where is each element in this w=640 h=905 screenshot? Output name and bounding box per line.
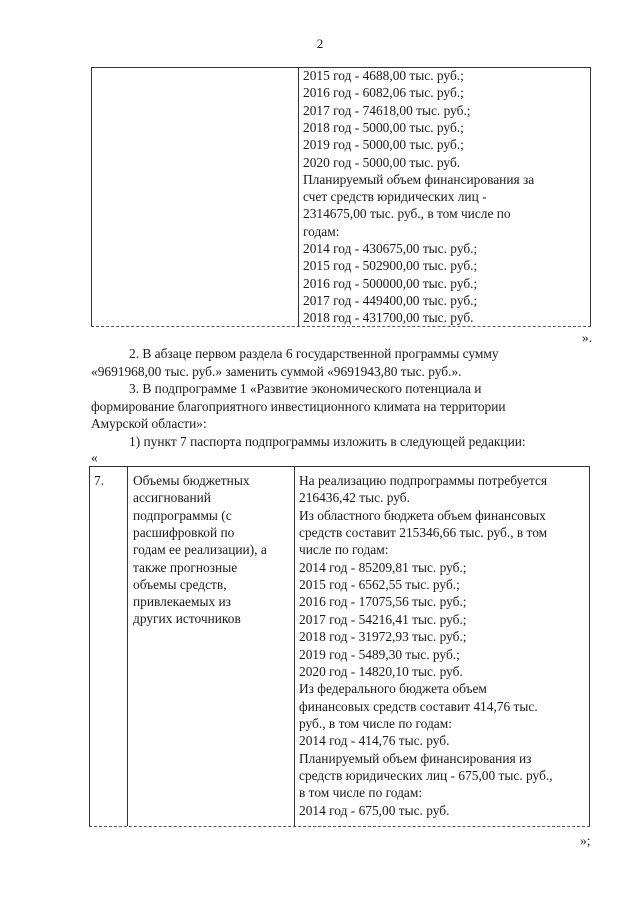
table1-right-border	[590, 67, 591, 326]
text-line: средств юридических лиц - 675,00 тыс. руб.,	[299, 767, 553, 783]
text-line: руб., в том числе по годам:	[299, 715, 452, 731]
text-line: расшифровкой по	[133, 524, 235, 540]
text-line: 2019 год - 5489,30 тыс. руб.;	[299, 646, 460, 662]
text-line: ассигнований	[133, 490, 211, 506]
text-line: Планируемый объем финансирования из	[299, 750, 532, 766]
text-line: 2018 год - 31972,93 тыс. руб.;	[299, 629, 467, 645]
text-line: объемы средств,	[133, 576, 227, 592]
text-line: 2017 год - 54216,41 тыс. руб.;	[299, 611, 467, 627]
closing-quote-2: »;	[580, 833, 591, 848]
text-line: привлекаемых из	[133, 594, 231, 610]
paragraph-3	[91, 380, 591, 433]
text-line: других источников	[133, 611, 241, 627]
text-line: 2314675,00 тыс. руб., в том числе по	[303, 206, 511, 222]
paragraph-3-line-2: формирование благоприятного инвестиционного климата на территории	[91, 398, 506, 414]
text-line: Из федерального бюджета объем	[299, 681, 487, 697]
row-number: 7.	[94, 473, 105, 488]
table1-left-border	[91, 67, 92, 326]
closing-quote-1: ».	[582, 330, 593, 345]
paragraph-3-line-1: 3. В подпрограмме 1 «Развитие экономического потенциала и	[129, 381, 482, 396]
text-line: Планируемый объем финансирования за	[303, 171, 535, 187]
table1-column-divider	[298, 67, 299, 326]
text-line: 2014 год - 675,00 тыс. руб.	[299, 802, 450, 818]
text-line: в том числе по годам:	[299, 785, 423, 801]
paragraph-3-line-3: Амурской области»:	[91, 416, 207, 431]
text-line: годам:	[303, 223, 340, 239]
text-line: 2019 год - 5000,00 тыс. руб.;	[303, 137, 464, 153]
text-line: годам ее реализации), а	[133, 542, 267, 558]
table2-left-border	[89, 466, 90, 826]
text-line: 216436,42 тыс. руб.	[299, 490, 410, 506]
table2-column-divider-2	[294, 466, 295, 826]
paragraph-2	[91, 345, 591, 380]
table2-column-divider-1	[127, 466, 128, 826]
text-line: счет средств юридических лиц -	[303, 189, 487, 205]
text-line: 2020 год - 14820,10 тыс. руб.	[299, 663, 463, 679]
text-line: 2014 год - 430675,00 тыс. руб.;	[303, 241, 478, 256]
text-line: Из областного бюджета объем финансовых	[299, 507, 546, 523]
text-line: 2018 год - 5000,00 тыс. руб.;	[303, 119, 464, 135]
text-line: 2020 год - 5000,00 тыс. руб.	[303, 154, 461, 170]
text-line: числе по годам:	[299, 542, 389, 558]
text-line: 2017 год - 74618,00 тыс. руб.;	[303, 102, 471, 118]
text-line: Объемы бюджетных	[133, 473, 250, 488]
table2-top-border	[89, 466, 590, 467]
paragraph-2-line-2: «9691968,00 тыс. руб.» заменить суммой «9691943,80 тыс. руб.».	[91, 363, 462, 379]
table2-right-border	[589, 466, 590, 826]
text-line: 2016 год - 6082,06 тыс. руб.;	[303, 85, 464, 101]
text-line: подпрограммы (с	[133, 507, 232, 523]
page-number: 2	[316, 36, 324, 51]
opening-quote: «	[91, 450, 98, 465]
text-line: также прогнозные	[133, 559, 238, 575]
text-line: На реализацию подпрограммы потребуется	[299, 473, 548, 488]
paragraph-4: 1) пункт 7 паспорта подпрограммы изложить в следующей редакции:	[129, 434, 526, 449]
text-line: 2014 год - 414,76 тыс. руб.	[299, 733, 450, 749]
text-line: 2016 год - 500000,00 тыс. руб.;	[303, 275, 478, 291]
paragraph-2-line-1: 2. В абзаце первом раздела 6 государственной программы сумму	[129, 346, 499, 361]
text-line: 2015 год - 6562,55 тыс. руб.;	[299, 577, 460, 593]
text-line: 2015 год - 4688,00 тыс. руб.;	[303, 68, 464, 83]
text-line: 2015 год - 502900,00 тыс. руб.;	[303, 258, 478, 274]
text-line: 2014 год - 85209,81 тыс. руб.;	[299, 559, 467, 575]
text-line: финансовых средств составит 414,76 тыс.	[299, 698, 538, 714]
text-line: 2018 год - 431700,00 тыс. руб.	[303, 310, 474, 326]
text-line: 2017 год - 449400,00 тыс. руб.;	[303, 292, 478, 308]
text-line: средств составит 215346,66 тыс. руб., в том	[299, 525, 548, 541]
text-line: 2016 год - 17075,56 тыс. руб.;	[299, 594, 467, 610]
table2-cut-edge	[89, 826, 590, 827]
